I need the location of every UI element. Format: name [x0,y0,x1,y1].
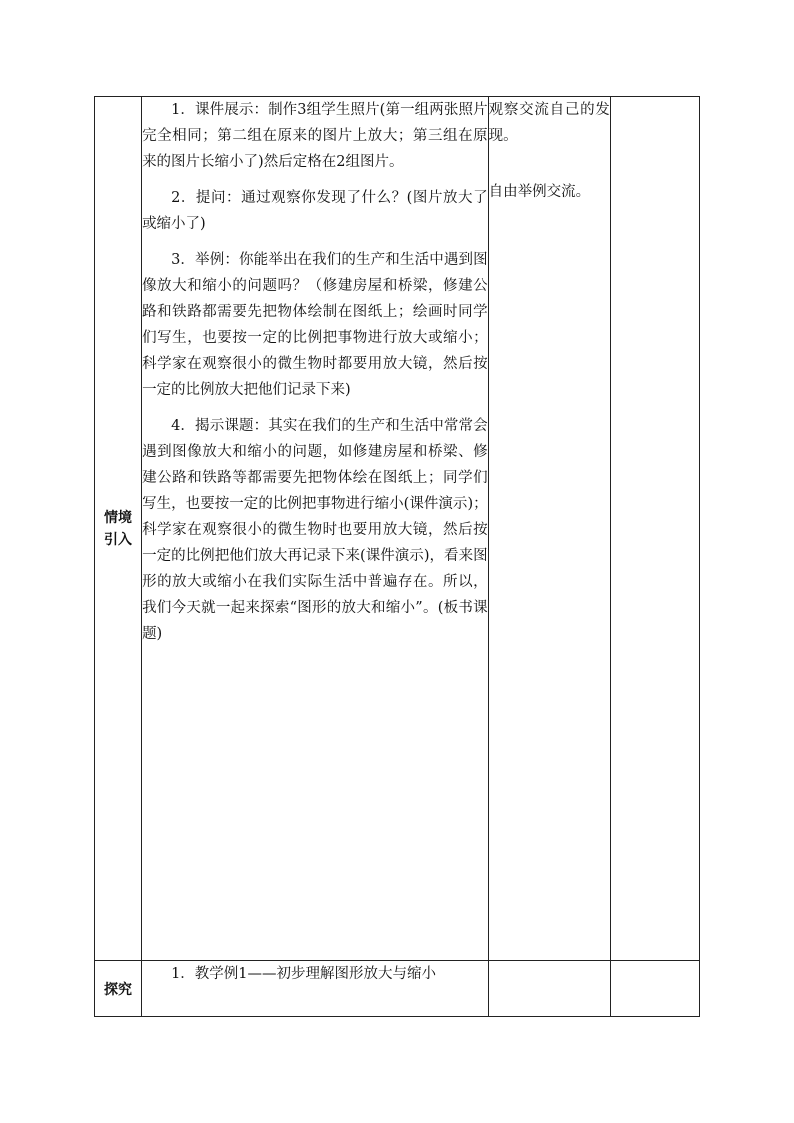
table-row-intro [95,97,700,961]
teacher-paragraph-2: 2．提问：通过观察你发现了什么？(图片放大了或缩小了) [142,190,488,232]
table-row-explore [95,961,700,1017]
stage-label-explore: 探究 [95,961,142,1017]
student-activity-cell [488,97,610,961]
teacher-paragraph-1: 1．课件展示：制作3组学生照片(第一组两张照片完全相同；第二组在原来的图片上放大；第三组在原来的图片长缩小了)然后定格在2组图片。 [142,102,488,170]
notes-cell-intro [610,97,699,961]
teacher-activity-cell [142,97,489,961]
teacher-paragraph-3: 3．举例：你能举出在我们的生产和生活中遇到图像放大和缩小的问题吗？（修建房屋和桥梁，修建公路和铁路都需要先把物体绘制在图纸上；绘画时同学们写生，也要按一定的比例把事物进行放大或缩小；科学家在观察很小的微生物时都要用放大镜，然后按一定的比例放大把他们记录下来) [142,252,488,398]
teacher-activity-explore: 1．教学例1——初步理解图形放大与缩小 [142,961,489,1017]
stage-label-line-2: 引入 [104,531,133,548]
student-activity-explore [488,961,610,1017]
student-paragraph-2: 自由举例交流。 [488,184,591,200]
teacher-paragraph-4: 4．揭示课题：其实在我们的生产和生活中常常会遇到图像放大和缩小的问题，如修建房屋和桥梁、修建公路和铁路等都需要先把物体绘在图纸上；同学们写生，也要按一定的比例把事物进行缩小(课件演示)；科学家在观察很小的微生物时也要用放大镜，然后按一定的比例把他们放大再记录下来(课件演示)，看来图形的放大或缩小在我们实际生活中普遍存在。所以，我们今天就一起来探索“图形的放大和缩小”。(板书课题) [142,418,488,642]
notes-cell-explore [610,961,699,1017]
stage-label-line-1: 情境 [104,509,133,526]
lesson-plan-table [94,96,700,1017]
student-paragraph-1: 观察交流自己的发现。 [488,102,610,144]
stage-label-intro [95,97,142,961]
